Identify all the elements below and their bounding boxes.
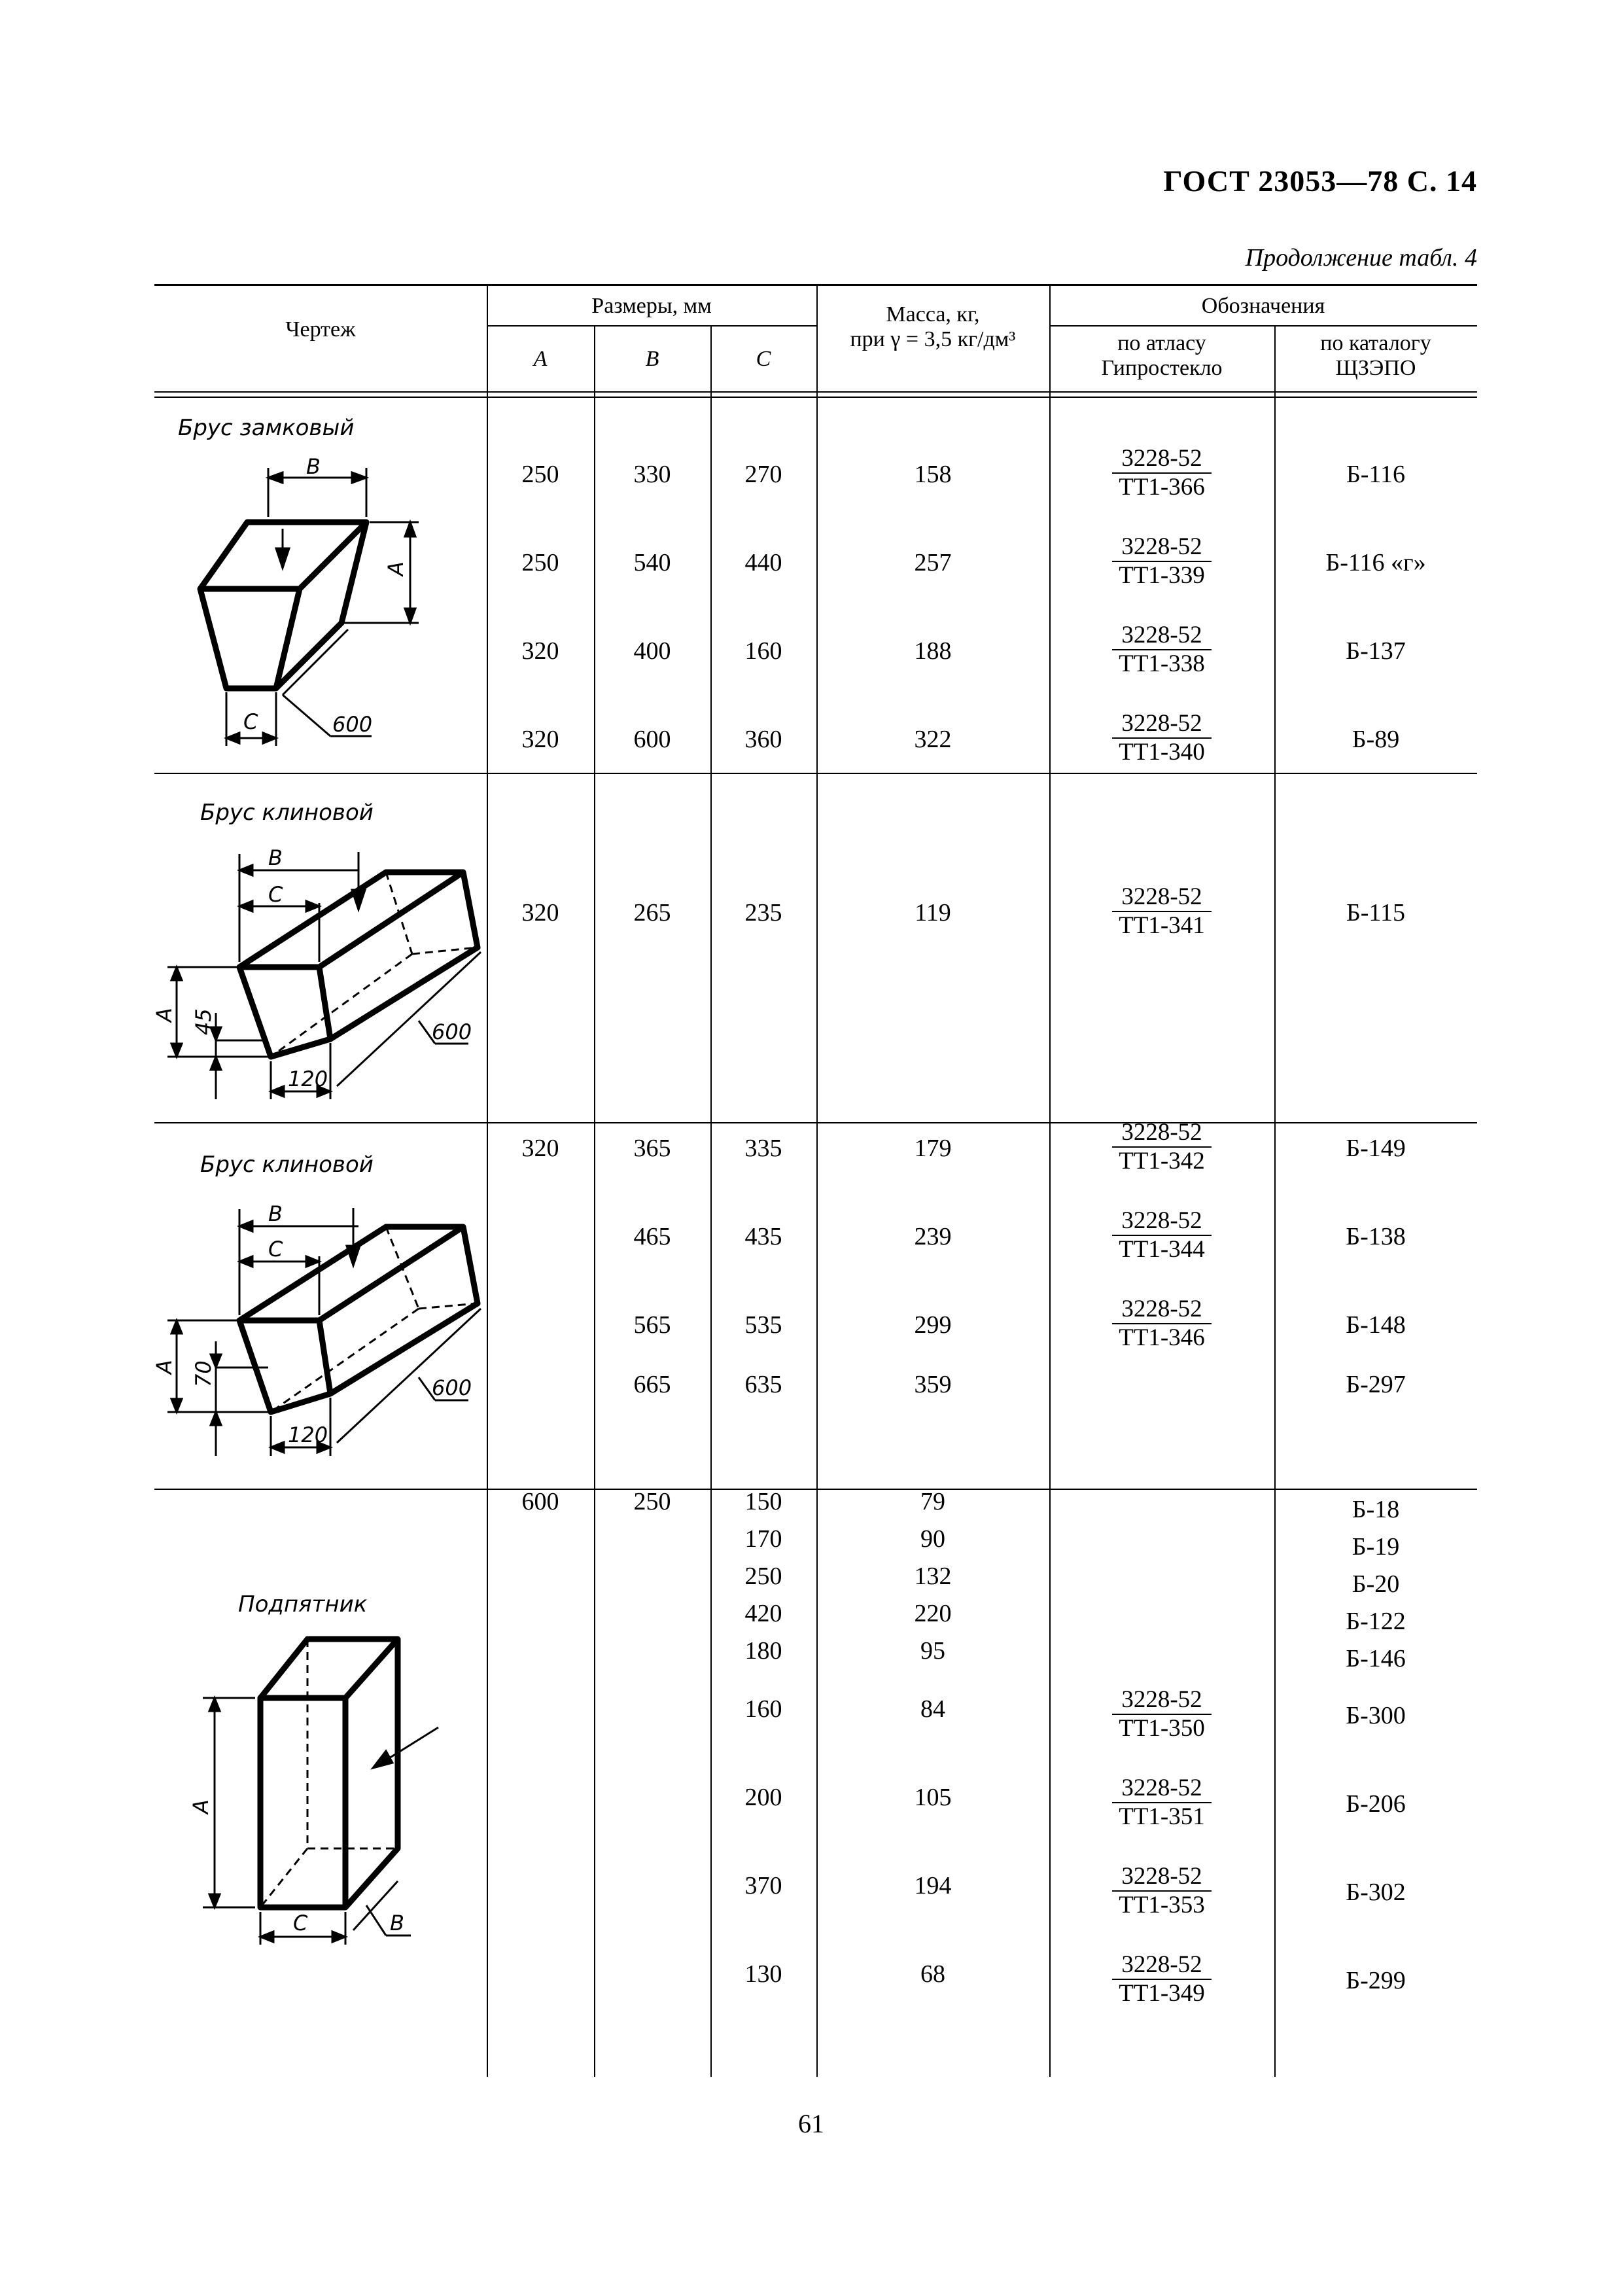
cell-c: 200 xyxy=(744,1784,782,1811)
cell-b: 250 xyxy=(633,1488,671,1515)
box-front xyxy=(260,1698,345,1907)
atlas-num: 3228-52 xyxy=(1112,622,1211,650)
dim-label-a: A xyxy=(188,1799,213,1814)
dim-label-a: A xyxy=(152,1360,177,1374)
cell-c: 160 xyxy=(744,1695,782,1723)
box-top xyxy=(260,1639,398,1698)
cell-catalog: Б-302 xyxy=(1346,1879,1406,1906)
header-catalog-line1: по каталогу xyxy=(1320,331,1431,355)
cell-catalog: Б-206 xyxy=(1346,1790,1406,1818)
dim-label-c: C xyxy=(243,709,258,734)
cell-b: 400 xyxy=(633,637,671,665)
header-col-b: B xyxy=(645,347,659,371)
atlas-den: ТТ1-344 xyxy=(1119,1236,1205,1263)
box-right xyxy=(345,1639,398,1907)
atlas-num: 3228-52 xyxy=(1112,883,1211,912)
atlas-num: 3228-52 xyxy=(1112,1686,1211,1715)
cell-b: 365 xyxy=(633,1135,671,1162)
section-title: Подпятник xyxy=(238,1591,368,1617)
cell-a: 320 xyxy=(521,637,559,665)
cell-c: 235 xyxy=(744,899,782,927)
section-title: Брус клиновой xyxy=(200,800,374,826)
cell-c: 170 xyxy=(744,1525,782,1553)
cell-b: 265 xyxy=(633,899,671,927)
cell-c: 270 xyxy=(744,461,782,488)
cell-mass: 179 xyxy=(914,1135,952,1162)
atlas-den: ТТ1-339 xyxy=(1119,562,1205,589)
cell-mass: 105 xyxy=(914,1784,952,1811)
atlas-designation xyxy=(1049,1863,1274,1919)
atlas-den: ТТ1-346 xyxy=(1119,1324,1205,1351)
atlas-num: 3228-52 xyxy=(1112,1951,1211,1980)
header-mass-line1: Масса, кг, xyxy=(886,302,980,327)
atlas-den: ТТ1-351 xyxy=(1119,1803,1205,1830)
cell-mass: 84 xyxy=(920,1695,945,1723)
dim-label-height: 70 xyxy=(191,1360,216,1387)
cell-catalog: Б-19 xyxy=(1352,1533,1400,1561)
cell-mass: 90 xyxy=(920,1525,945,1553)
cell-mass: 322 xyxy=(914,726,952,753)
cell-mass: 359 xyxy=(914,1371,952,1398)
cell-catalog: Б-297 xyxy=(1346,1371,1406,1398)
cell-c: 180 xyxy=(744,1637,782,1665)
cell-c: 370 xyxy=(744,1872,782,1899)
cell-mass: 95 xyxy=(920,1637,945,1665)
header-drawing: Чертеж xyxy=(285,317,356,342)
cell-catalog: Б-116 «г» xyxy=(1325,549,1426,576)
cell-c: 420 xyxy=(744,1600,782,1627)
cell-catalog: Б-138 xyxy=(1346,1223,1406,1250)
header-col-c: C xyxy=(756,347,771,371)
atlas-den: ТТ1-366 xyxy=(1119,474,1205,501)
cell-c: 335 xyxy=(744,1135,782,1162)
cell-c: 535 xyxy=(744,1311,782,1339)
atlas-num: 3228-52 xyxy=(1112,1863,1211,1892)
cell-mass: 132 xyxy=(914,1563,952,1590)
dim-label-a: A xyxy=(383,561,408,576)
atlas-den: ТТ1-340 xyxy=(1119,739,1205,766)
cell-a: 320 xyxy=(521,726,559,753)
cell-catalog: Б-20 xyxy=(1352,1570,1400,1598)
dim-label-b: B xyxy=(268,1201,283,1226)
cell-catalog: Б-137 xyxy=(1346,637,1406,665)
cell-c: 440 xyxy=(744,549,782,576)
atlas-num: 3228-52 xyxy=(1112,1119,1211,1148)
cell-b: 330 xyxy=(633,461,671,488)
dim-label-width: 120 xyxy=(288,1067,328,1091)
cell-catalog: Б-18 xyxy=(1352,1496,1400,1523)
atlas-den: ТТ1-349 xyxy=(1119,1980,1205,2007)
cell-c: 250 xyxy=(744,1563,782,1590)
dim-label-c: C xyxy=(293,1911,308,1935)
cell-b: 665 xyxy=(633,1371,671,1398)
cell-mass: 194 xyxy=(914,1872,952,1899)
cell-a: 600 xyxy=(521,1488,559,1515)
dim-label-b: B xyxy=(306,454,321,479)
header-atlas-line1: по атласу xyxy=(1117,331,1206,355)
header-atlas-line2: Гипростекло xyxy=(1101,356,1223,380)
dim-label-length: 600 xyxy=(432,1375,472,1400)
atlas-designation xyxy=(1049,1775,1274,1831)
atlas-num: 3228-52 xyxy=(1112,1296,1211,1324)
cell-c: 160 xyxy=(744,637,782,665)
atlas-num: 3228-52 xyxy=(1112,710,1211,739)
atlas-num: 3228-52 xyxy=(1112,445,1211,474)
section-title: Брус клиновой xyxy=(200,1152,374,1178)
cell-c: 360 xyxy=(744,726,782,753)
cell-mass: 220 xyxy=(914,1600,952,1627)
cell-b: 540 xyxy=(633,549,671,576)
header-designations: Обозначения xyxy=(1201,294,1325,318)
cell-c: 150 xyxy=(744,1488,782,1515)
dim-label-b: B xyxy=(268,845,283,870)
cell-b: 600 xyxy=(633,726,671,753)
header-catalog-line2: ЩЗЭПО xyxy=(1335,356,1416,380)
atlas-designation xyxy=(1049,1686,1274,1742)
cell-catalog: Б-299 xyxy=(1346,1967,1406,1994)
header-sizes: Размеры, мм xyxy=(591,294,712,318)
cell-a: 250 xyxy=(521,549,559,576)
dim-label-a: A xyxy=(152,1008,177,1022)
cell-catalog: Б-148 xyxy=(1346,1311,1406,1339)
cell-mass: 299 xyxy=(914,1311,952,1339)
atlas-num: 3228-52 xyxy=(1112,1207,1211,1236)
cell-mass: 79 xyxy=(920,1488,945,1515)
cell-catalog: Б-115 xyxy=(1346,899,1406,927)
document-header: ГОСТ 23053—78 С. 14 xyxy=(1163,164,1477,198)
header-col-a: A xyxy=(533,347,548,371)
cell-mass: 257 xyxy=(914,549,952,576)
cell-catalog: Б-149 xyxy=(1346,1135,1406,1162)
cell-a: 320 xyxy=(521,899,559,927)
cell-a: 320 xyxy=(521,1135,559,1162)
cell-b: 565 xyxy=(633,1311,671,1339)
cell-catalog: Б-116 xyxy=(1346,461,1406,488)
dim-label-height: 45 xyxy=(191,1008,216,1035)
cell-catalog: Б-146 xyxy=(1346,1645,1406,1672)
header-mass-line2: при γ = 3,5 кг/дм³ xyxy=(850,327,1016,351)
dim-label-c: C xyxy=(268,882,283,907)
atlas-num: 3228-52 xyxy=(1112,1775,1211,1803)
cell-c: 130 xyxy=(744,1960,782,1988)
cell-catalog: Б-122 xyxy=(1346,1608,1406,1635)
section-title: Брус замковый xyxy=(178,415,355,441)
cell-catalog: Б-300 xyxy=(1346,1702,1406,1729)
cell-mass: 188 xyxy=(914,637,952,665)
atlas-num: 3228-52 xyxy=(1112,533,1211,562)
cell-mass: 68 xyxy=(920,1960,945,1988)
cell-c: 635 xyxy=(744,1371,782,1398)
dim-label-length: 600 xyxy=(332,712,373,737)
cell-mass: 158 xyxy=(914,461,952,488)
cell-c: 435 xyxy=(744,1223,782,1250)
dim-label-length: 600 xyxy=(432,1019,472,1044)
cell-mass: 239 xyxy=(914,1223,952,1250)
cell-a: 250 xyxy=(521,461,559,488)
page-number: 61 xyxy=(798,2109,824,2138)
atlas-den: ТТ1-342 xyxy=(1119,1148,1205,1174)
atlas-den: ТТ1-338 xyxy=(1119,650,1205,677)
atlas-designation xyxy=(1049,1951,1274,2007)
cell-catalog: Б-89 xyxy=(1352,726,1400,753)
dim-label-c: C xyxy=(268,1237,283,1262)
cell-b: 465 xyxy=(633,1223,671,1250)
table-continuation-note: Продолжение табл. 4 xyxy=(1245,244,1477,272)
dim-label-width: 120 xyxy=(288,1422,328,1447)
atlas-den: ТТ1-341 xyxy=(1119,912,1205,939)
cell-mass: 119 xyxy=(915,899,951,927)
atlas-den: ТТ1-350 xyxy=(1119,1715,1205,1742)
atlas-den: ТТ1-353 xyxy=(1119,1892,1205,1918)
dim-label-b: B xyxy=(390,1911,404,1935)
